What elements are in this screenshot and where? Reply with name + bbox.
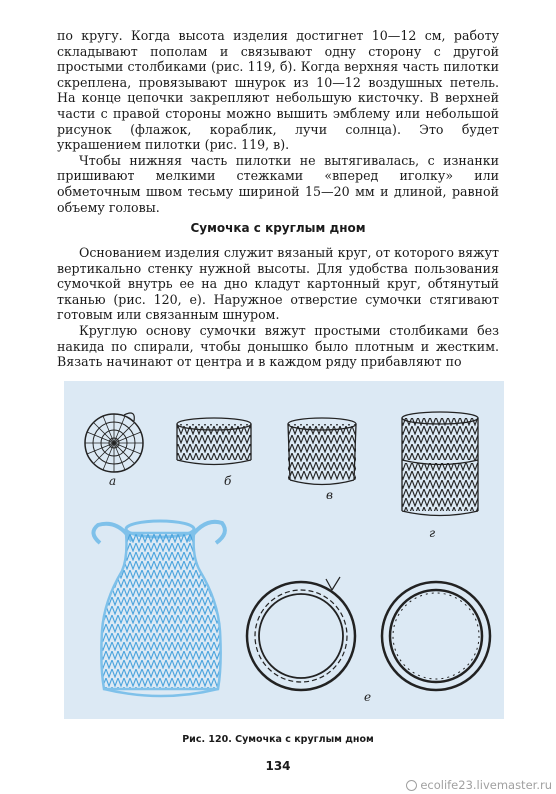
- text-block-top: [57, 28, 499, 215]
- figure-svg: [64, 381, 504, 719]
- paragraph: по кругу. Когда высота изделия достигнет 10—12 см, работу складывают пополам и связывают одну сторону с другой простыми столбиками (рис. 119, б). Когда верхняя часть пилотки скреплена, провязывают шнурок из 10—12 воздушных петель. На конце цепочки закрепляют небольшую кисточку. В верхней части с правой стороны можно вышить эмблему или небольшой рисунок (флажок, кораблик, лучи солнца). Это будет украшением пилотки (рис. 119, в).: [57, 28, 499, 153]
- paragraph: Основанием изделия служит вязаный круг, от которого вяжут вертикально стенку нужной высоты. Для удобства пользования сумочкой внутрь ее на дно кладут картонный круг, обтянутый тканью (рис. 120, е). Наружное отверстие сумочки стягивают готовым или связанным шнуром.: [57, 245, 499, 323]
- label-b: б: [224, 474, 232, 488]
- knitted-band-drawing: [177, 418, 251, 465]
- section-heading: Сумочка с круглым дном: [190, 221, 366, 235]
- label-v: в: [326, 488, 333, 502]
- knitted-wall-drawing: [288, 418, 356, 485]
- label-g: г: [429, 526, 436, 540]
- watermark-text: ecolife23.livemaster.ru: [420, 778, 552, 792]
- figure-caption: Рис. 120. Сумочка с круглым дном: [182, 734, 374, 745]
- base-rings-drawing: [247, 577, 490, 690]
- text-block-bottom: [57, 245, 499, 370]
- paragraph: Круглую основу сумочки вяжут простыми столбиками без накида по спирали, чтобы донышко было плотным и жестким. Вязать начинают от центра и в каждом ряду прибавляют по: [57, 322, 499, 370]
- label-e: е: [364, 690, 372, 704]
- crochet-bag-drawing: [93, 521, 224, 696]
- figure-illustration: [64, 381, 504, 719]
- paragraph: Чтобы нижняя часть пилотки не вытягивалась, с изнанки пришивают мелкими стежками «вперед иголку» или обметочным швом тесьму шириной 15—20 мм и длиной, равной объему головы.: [57, 152, 499, 215]
- page-number: 134: [265, 759, 291, 773]
- watermark-logo-icon: [406, 780, 417, 791]
- knitted-column-drawing: [402, 412, 478, 516]
- label-a: а: [109, 474, 117, 488]
- crochet-circle-drawing: [85, 413, 143, 472]
- watermark: [406, 778, 552, 792]
